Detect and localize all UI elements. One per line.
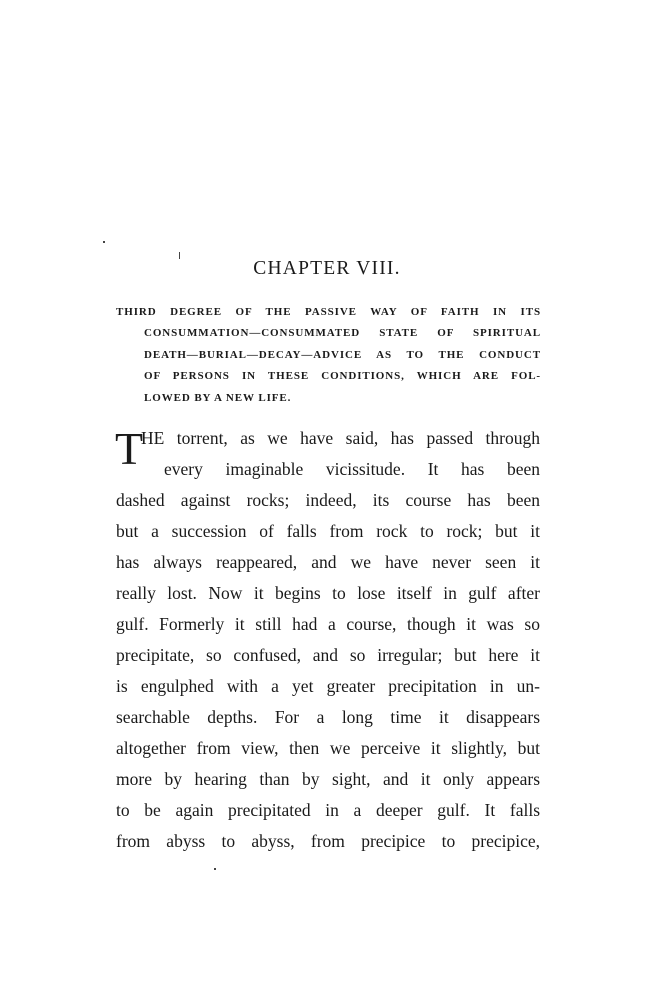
print-speck bbox=[214, 868, 216, 870]
text-line: altogether from view, then we perceive it slightly, but bbox=[116, 738, 540, 758]
text-line: precipitate, so confused, and so irregular; but here it bbox=[116, 645, 540, 665]
summary-line: THIRD DEGREE OF THE PASSIVE WAY OF FAITH IN ITS bbox=[116, 306, 541, 318]
text-line: has always reappeared, and we have never seen it bbox=[116, 552, 540, 572]
chapter-title: CHAPTER VIII. bbox=[253, 258, 401, 279]
text-line: HE torrent, as we have said, has passed through bbox=[141, 428, 540, 448]
text-line: really lost. Now it begins to lose itself in gulf after bbox=[116, 583, 540, 603]
drop-cap: T bbox=[115, 423, 144, 474]
summary-line: LOWED BY A NEW LIFE. bbox=[144, 391, 292, 404]
chapter-summary bbox=[116, 302, 541, 409]
text-line: from abyss to abyss, from precipice to precipice, bbox=[116, 831, 540, 851]
summary-line: DEATH—BURIAL—DECAY—ADVICE AS TO THE CONDUCT bbox=[144, 348, 541, 361]
text-line: is engulphed with a yet greater precipitation in un- bbox=[116, 676, 540, 696]
text-line: but a succession of falls from rock to rock; but it bbox=[116, 521, 540, 541]
text-line: gulf. Formerly it still had a course, though it was so bbox=[116, 614, 540, 634]
print-speck bbox=[103, 241, 105, 243]
text-line: every imaginable vicissitude. It has been bbox=[164, 459, 540, 479]
summary-line: CONSUMMATION—CONSUMMATED STATE OF SPIRITUAL bbox=[144, 327, 541, 340]
text-line: dashed against rocks; indeed, its course has been bbox=[116, 490, 540, 510]
text-line: to be again precipitated in a deeper gulf. It falls bbox=[116, 800, 540, 820]
summary-line: OF PERSONS IN THESE CONDITIONS, WHICH ARE FOL- bbox=[144, 370, 541, 383]
text-line: more by hearing than by sight, and it only appears bbox=[116, 769, 540, 789]
text-line: searchable depths. For a long time it disappears bbox=[116, 707, 540, 727]
body-text bbox=[116, 423, 540, 857]
